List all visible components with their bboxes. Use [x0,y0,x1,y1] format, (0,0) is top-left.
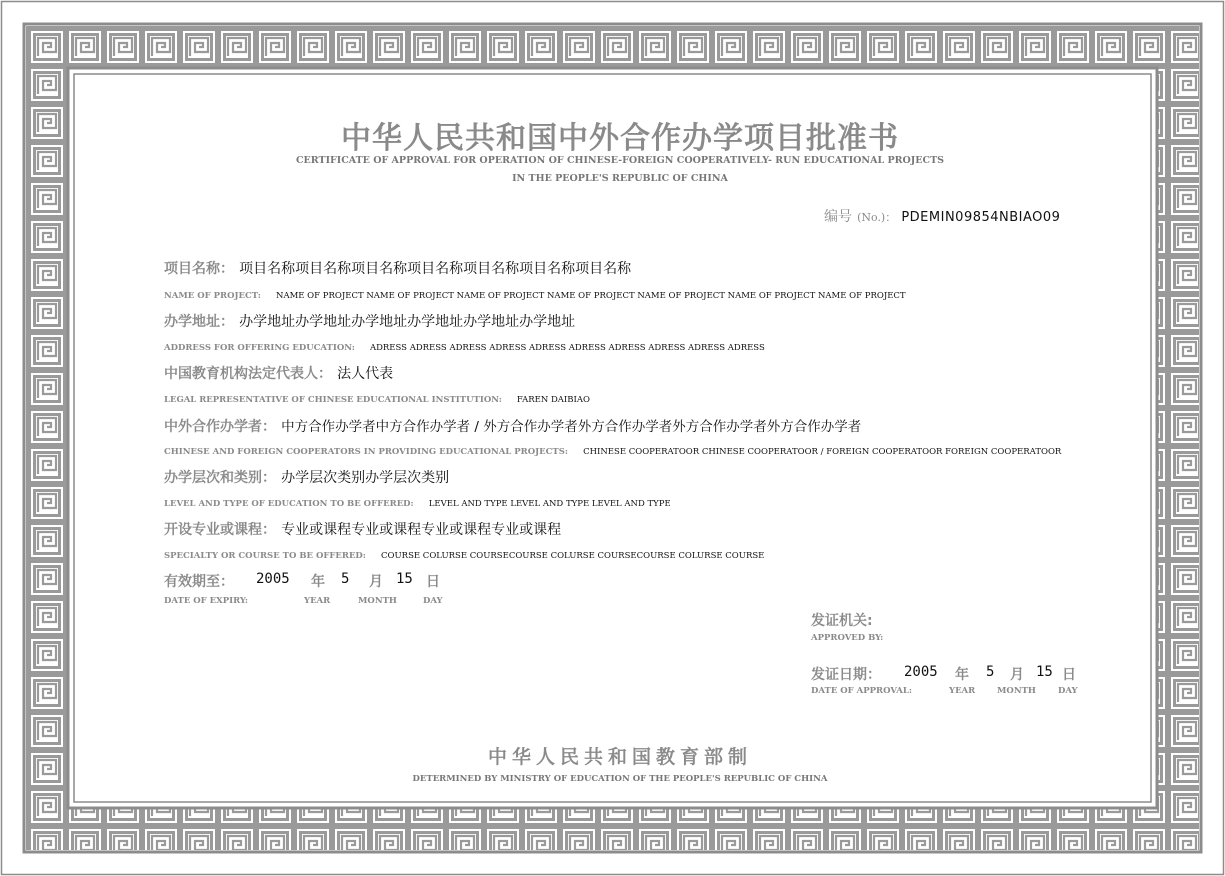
number-value: PDEMIN09854NBIAO09 [901,210,1061,225]
certificate-title-en-line2: IN THE PEOPLE'S REPUBLIC OF CHINA [512,173,728,184]
project-name-en-row [164,283,906,302]
certificate-number [824,206,1060,226]
certificate-title-en: CERTIFICATE OF APPROVAL FOR OPERATION OF CHINESE-FOREIGN COOPERATIVELY- RUN EDUCATIONAL PROJECTS [295,155,945,166]
number-label-cn: 编号 [824,209,852,225]
level-type-value-en: LEVEL AND TYPE LEVEL AND TYPE LEVEL AND TYPE [428,499,671,509]
legal-rep-label: 中国教育机构法定代表人： [164,366,332,382]
address-label: 办学地址： [164,314,234,330]
approved-by-label: 发证机关: [811,613,873,629]
expiry-day-unit: 日 [426,574,440,590]
level-type-row [164,467,449,487]
legal-rep-row [164,363,393,383]
specialty-en-row [164,543,764,562]
approval-day: 15 [1036,664,1053,680]
expiry-day: 15 [396,571,413,587]
approval-year-unit: 年 [955,667,969,683]
approval-month-unit: 月 [1010,667,1024,683]
expiry-month-unit: 月 [369,574,383,590]
address-label-en: ADDRESS FOR OFFERING EDUCATION: [164,343,355,353]
expiry-day-en: DAY [423,596,443,606]
specialty-value: 专业或课程专业或课程专业或课程专业或课程 [281,522,562,538]
level-type-value: 办学层次类别办学层次类别 [281,470,450,486]
legal-rep-value-en: FAREN DAIBIAO [516,395,590,405]
approval-date-label: 发证日期： [811,667,881,683]
address-value: 办学地址办学地址办学地址办学地址办学地址办学地址 [239,314,576,330]
cooperators-en-row [164,439,1061,458]
certificate-title-cn: 中华人民共和国中外合作办学项目批准书 [341,121,899,156]
approval-day-unit: 日 [1062,667,1076,683]
expiry-year-unit: 年 [311,574,325,590]
approval-month: 5 [986,664,995,680]
expiry-month-en: MONTH [358,596,397,606]
project-name-row [164,258,631,278]
address-value-en: ADRESS ADRESS ADRESS ADRESS ADRESS ADRESS ADRESS ADRESS ADRESS ADRESS [369,343,765,353]
approval-day-en: DAY [1058,686,1078,696]
cooperators-label-en: CHINESE AND FOREIGN COOPERATORS IN PROVIDING EDUCATIONAL PROJECTS: [164,447,568,457]
cooperators-value-en: CHINESE COOPERATOOR CHINESE COOPERATOOR / FOREIGN COOPERATOOR FOREIGN COOPERATOOR [583,447,1062,457]
expiry-label-en: DATE OF EXPIRY: [164,596,249,606]
expiry-label: 有效期至： [164,574,234,590]
expiry-year-en: YEAR [304,596,331,606]
approved-by-label-en: APPROVED BY: [811,633,884,643]
issuer-cn: 中华人民共和国教育部制 [487,746,752,768]
project-name-value: 项目名称项目名称项目名称项目名称项目名称项目名称项目名称 [239,261,632,277]
legal-rep-label-en: LEGAL REPRESENTATIVE OF CHINESE EDUCATIONAL INSTITUTION: [164,395,502,405]
cooperators-row [164,415,861,436]
approval-month-en: MONTH [997,686,1036,696]
issuer-en: DETERMINED BY MINISTRY OF EDUCATION OF THE PEOPLE'S REPUBLIC OF CHINA [412,774,828,784]
specialty-label: 开设专业或课程： [164,522,276,538]
specialty-value-en: COURSE COLURSE COURSECOURSE COLURSE COURSECOURSE COLURSE COURSE [381,551,765,561]
legal-rep-en-row [164,387,590,406]
address-row [164,311,575,331]
approval-date-label-en: DATE OF APPROVAL: [811,686,913,696]
expiry-month: 5 [341,571,350,587]
level-type-label: 办学层次和类别： [164,470,276,486]
legal-rep-value: 法人代表 [337,366,394,382]
specialty-row [164,519,561,539]
project-name-value-en: NAME OF PROJECT NAME OF PROJECT NAME OF PROJECT NAME OF PROJECT NAME OF PROJECT NAME OF PROJECT NAME OF PROJECT [276,291,906,301]
address-en-row [164,335,765,354]
specialty-label-en: SPECIALTY OR COURSE TO BE OFFERED: [164,551,366,561]
approval-year: 2005 [904,664,938,680]
cooperators-label: 中外合作办学者： [164,419,276,435]
project-name-label-en: NAME OF PROJECT: [164,291,261,301]
number-label-en: (No.)： [857,211,897,224]
expiry-row [164,571,234,591]
approval-year-en: YEAR [949,686,976,696]
expiry-year: 2005 [256,571,290,587]
level-type-en-row [164,491,671,510]
project-name-label: 项目名称： [164,261,234,277]
cooperators-value: 中方合作办学者中方合作办学者 / 外方合作办学者外方合作办学者外方合作办学者外方合作办学者 [281,419,862,435]
level-type-label-en: LEVEL AND TYPE OF EDUCATION TO BE OFFERED: [164,499,414,509]
